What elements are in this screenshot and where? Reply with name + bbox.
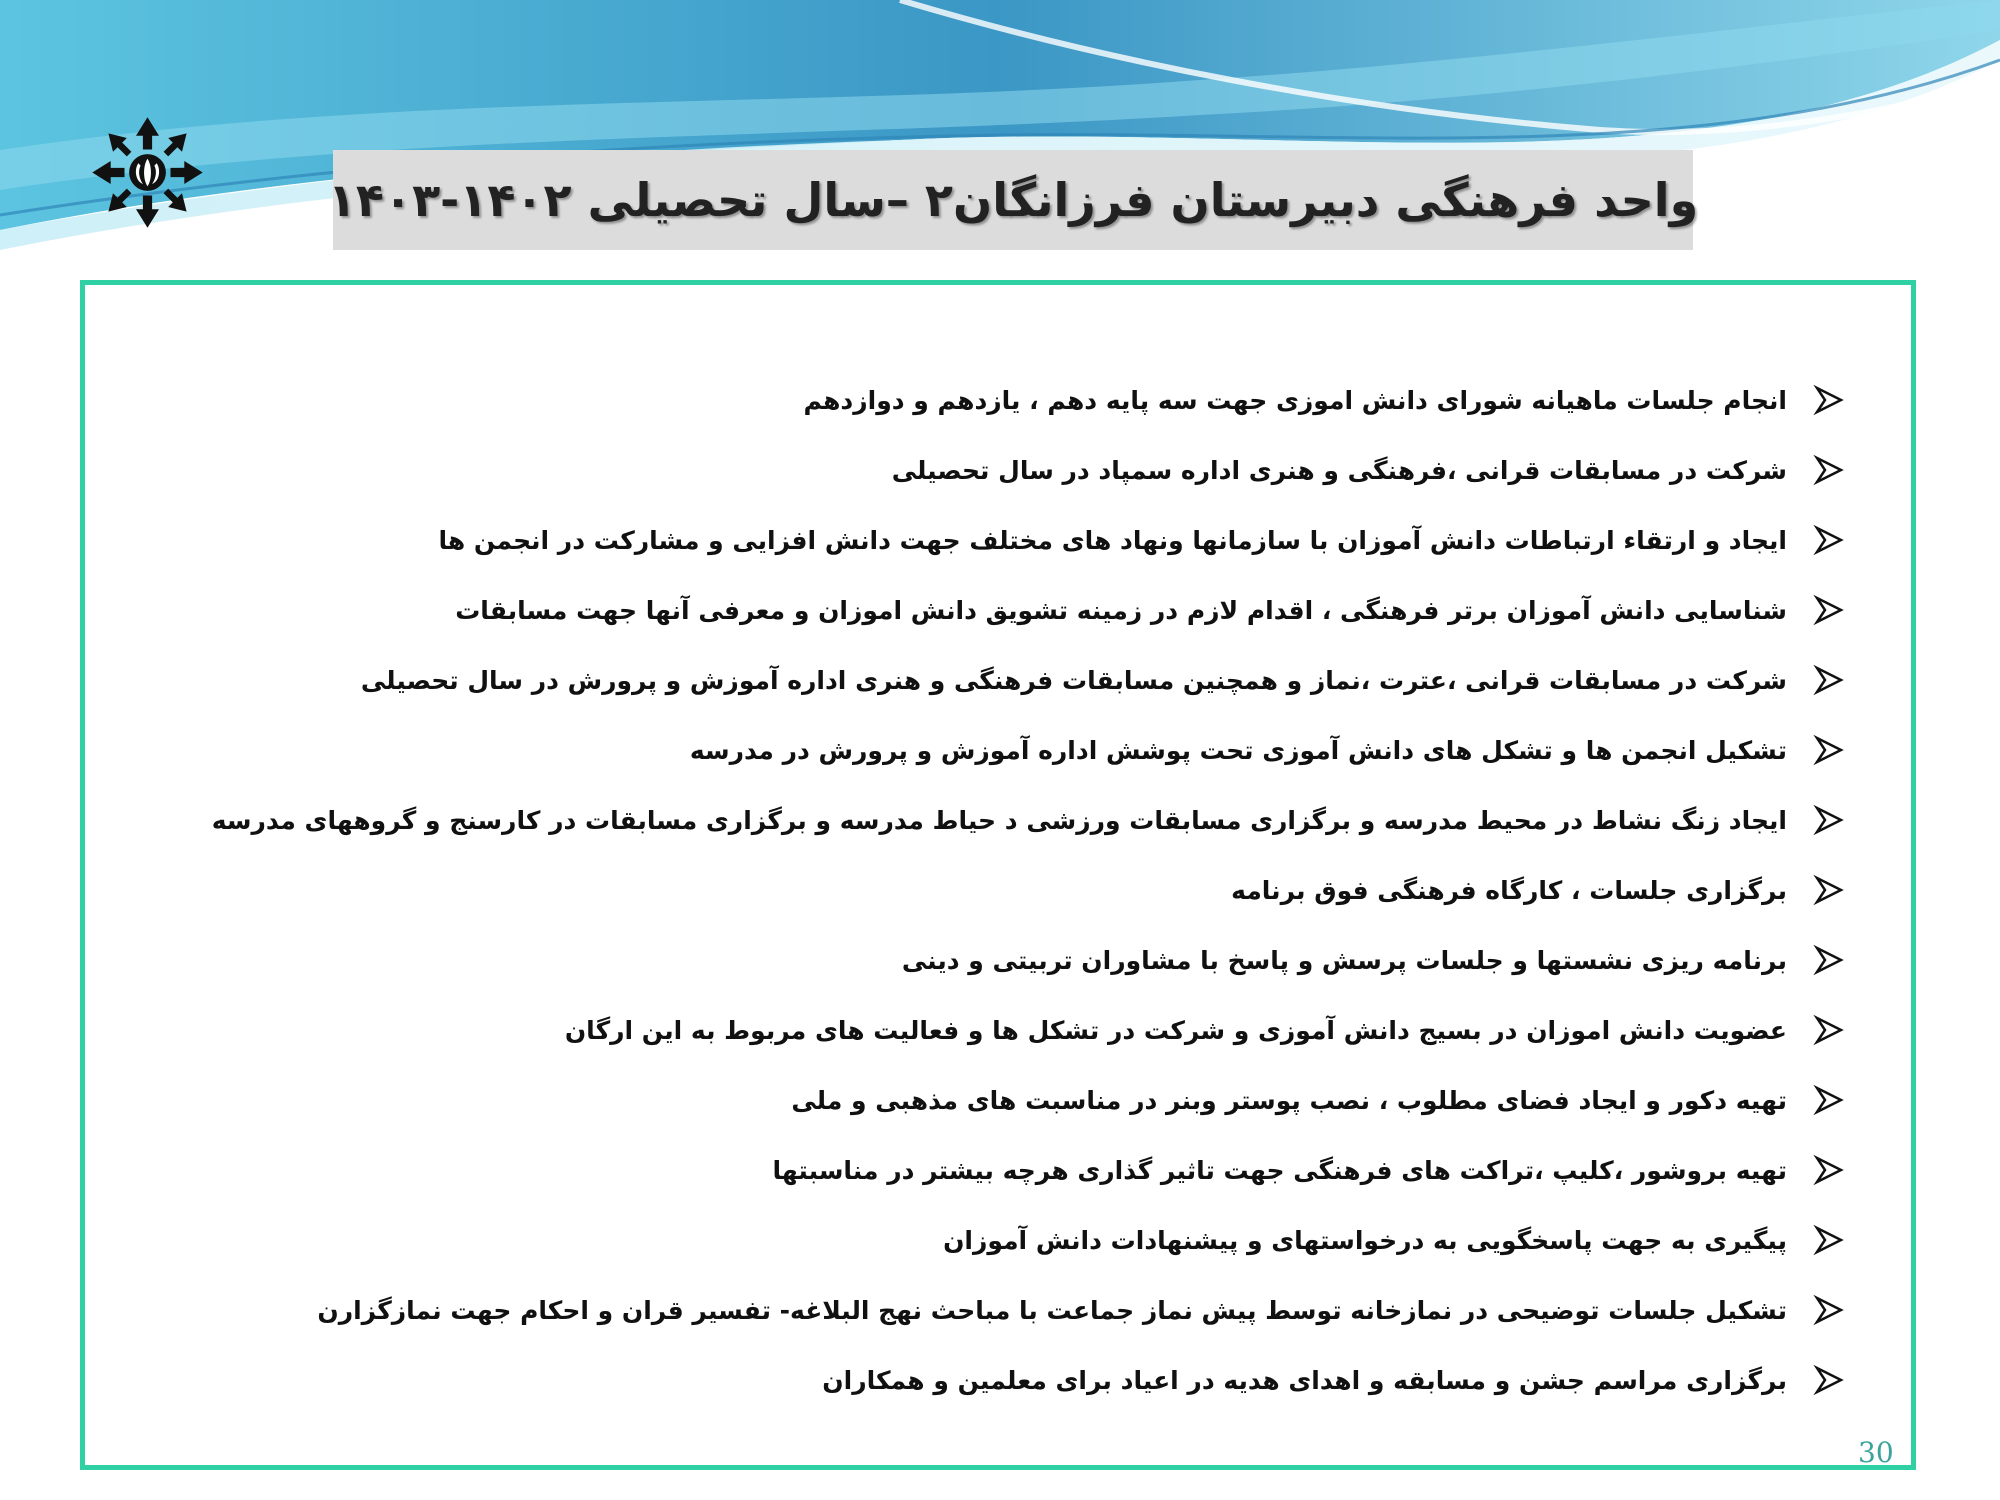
page-title: واحد فرهنگی دبیرستان فرزانگان۲ –سال تحصیلی ۱۴۰۲-۱۴۰۳ <box>327 173 1699 227</box>
list-item <box>212 1345 1847 1415</box>
list-item-text: برگزاری مراسم جشن و مسابقه و اهدای هدیه در اعیاد برای معلمین و همکاران <box>822 1365 1787 1395</box>
arrow-bullet-icon <box>1811 1362 1847 1398</box>
content-frame <box>80 280 1916 1470</box>
list-item <box>212 1065 1847 1135</box>
arrow-bullet-icon <box>1811 1292 1847 1328</box>
list-item <box>212 365 1847 435</box>
arrow-bullet-icon <box>1811 522 1847 558</box>
arrow-bullet-icon <box>1811 732 1847 768</box>
list-item <box>212 1135 1847 1205</box>
activity-list <box>212 365 1847 1415</box>
arrow-bullet-icon <box>1811 872 1847 908</box>
list-item-text: برنامه ریزی نشستها و جلسات پرسش و پاسخ با مشاوران تربیتی و دینی <box>901 945 1787 975</box>
list-item <box>212 855 1847 925</box>
arrow-bullet-icon <box>1811 452 1847 488</box>
title-bar <box>327 150 1699 250</box>
list-item <box>212 435 1847 505</box>
list-item <box>212 505 1847 575</box>
page-number: 30 <box>1858 1436 1894 1469</box>
list-item-text: ایجاد زنگ نشاط در محیط مدرسه و برگزاری مسابقات ورزشی د حیاط مدرسه و برگزاری مسابقات در کارسنج و گروههای مدرسه <box>211 805 1787 835</box>
list-item <box>212 995 1847 1065</box>
list-item-text: پیگیری به جهت پاسخگویی به درخواستهای و پیشنهادات دانش آموزان <box>943 1225 1787 1255</box>
list-item <box>212 925 1847 995</box>
list-item <box>212 645 1847 715</box>
list-item-text: تشکیل انجمن ها و تشکل های دانش آموزی تحت پوشش اداره آموزش و پرورش در مدرسه <box>689 735 1787 765</box>
list-item <box>212 575 1847 645</box>
arrow-bullet-icon <box>1811 382 1847 418</box>
arrow-bullet-icon <box>1811 1082 1847 1118</box>
list-item-text: انجام جلسات ماهیانه شورای دانش اموزی جهت سه پایه دهم ، یازدهم و دوازدهم <box>803 385 1787 415</box>
list-item-text: شناسایی دانش آموزان برتر فرهنگی ، اقدام لازم در زمینه تشویق دانش اموزان و معرفی آنها جهت مسابقات <box>455 595 1787 625</box>
iran-emblem-compass-logo-icon <box>90 115 205 230</box>
list-item <box>212 1275 1847 1345</box>
list-item-text: شرکت در مسابقات قرانی ،فرهنگی و هنری اداره سمپاد در سال تحصیلی <box>891 455 1787 485</box>
list-item-text: تشکیل جلسات توضیحی در نمازخانه توسط پیش نماز جماعت با مباحث نهج البلاغه- تفسیر قران و احکام جهت نمازگزارن <box>317 1295 1787 1325</box>
list-item <box>212 1205 1847 1275</box>
arrow-bullet-icon <box>1811 1222 1847 1258</box>
arrow-bullet-icon <box>1811 1152 1847 1188</box>
list-item-text: شرکت در مسابقات قرانی ،عترت ،نماز و همچنین مسابقات فرهنگی و هنری اداره آموزش و پرورش در سال تحصیلی <box>360 665 1787 695</box>
list-item-text: تهیه بروشور ،کلیپ ،تراکت های فرهنگی جهت تاثیر گذاری هرچه بیشتر در مناسبتها <box>772 1155 1787 1185</box>
arrow-bullet-icon <box>1811 942 1847 978</box>
arrow-bullet-icon <box>1811 1012 1847 1048</box>
list-item <box>212 785 1847 855</box>
list-item <box>212 715 1847 785</box>
arrow-bullet-icon <box>1811 802 1847 838</box>
list-item-text: تهیه دکور و ایجاد فضای مطلوب ، نصب پوستر وبنر در مناسبت های مذهبی و ملی <box>791 1085 1787 1115</box>
list-item-text: برگزاری جلسات ، کارگاه فرهنگی فوق برنامه <box>1231 875 1787 905</box>
arrow-bullet-icon <box>1811 592 1847 628</box>
arrow-bullet-icon <box>1811 662 1847 698</box>
list-item-text: عضویت دانش اموزان در بسیج دانش آموزی و شرکت در تشکل ها و فعالیت های مربوط به این ارگان <box>564 1015 1787 1045</box>
list-item-text: ایجاد و ارتقاء ارتباطات دانش آموزان با سازمانها ونهاد های مختلف جهت دانش افزایی و مشارکت در انجمن ها <box>438 525 1787 555</box>
